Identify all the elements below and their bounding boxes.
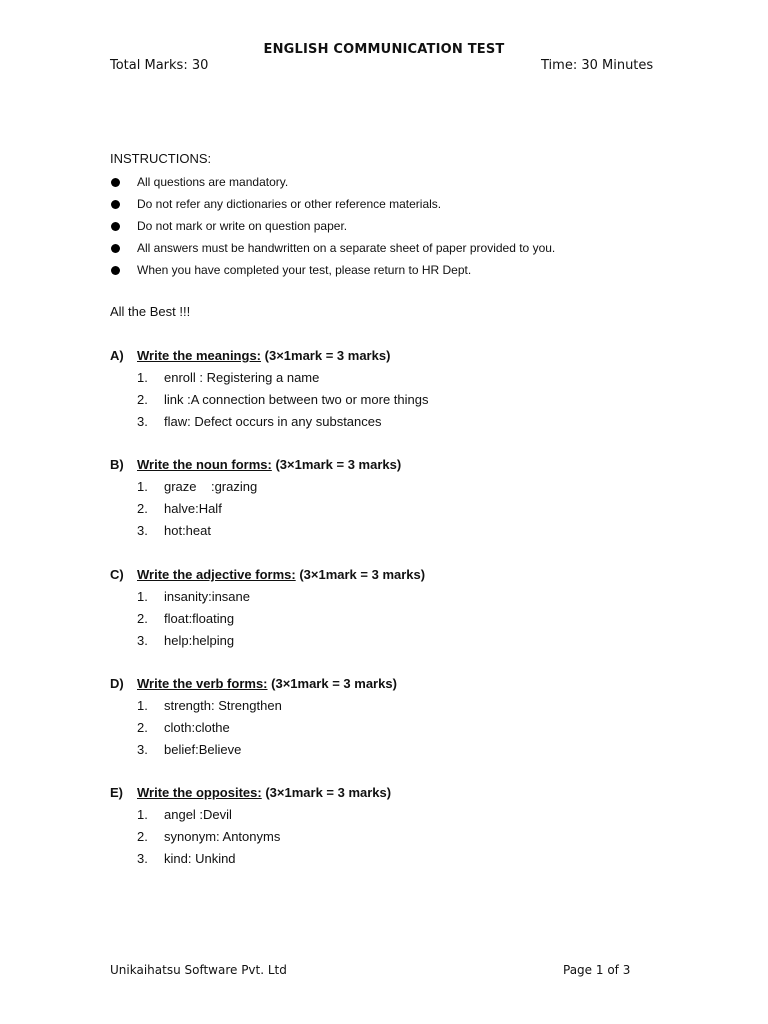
question-item [110, 695, 710, 717]
instruction-item [110, 237, 555, 259]
question-number: 3. [137, 851, 148, 866]
instruction-item [110, 171, 555, 193]
total-marks: Total Marks: 30 [110, 58, 209, 73]
section-letter: D) [110, 676, 124, 691]
time-limit: Time: 30 Minutes [541, 58, 654, 73]
question-list [110, 804, 710, 870]
section-marks: (3×1mark = 3 marks) [264, 348, 391, 363]
instruction-item [110, 193, 555, 215]
question-number: 1. [137, 370, 148, 385]
instruction-item [110, 259, 555, 281]
section-letter: E) [110, 785, 123, 800]
question-number: 2. [137, 611, 148, 626]
question-text: float:floating [164, 611, 235, 626]
section-title: Write the opposites: [137, 785, 262, 800]
section-title: Write the noun forms: [137, 457, 272, 472]
section-marks: (3×1mark = 3 marks) [299, 567, 426, 582]
question-item [110, 717, 710, 739]
section-heading [110, 782, 710, 804]
question-text: insanity:insane [164, 589, 250, 604]
question-number: 1. [137, 589, 148, 604]
question-item [110, 739, 710, 761]
instruction-text: Do not refer any dictionaries or other reference materials. [137, 197, 442, 211]
question-list [110, 476, 710, 542]
question-number: 2. [137, 501, 148, 516]
question-item [110, 389, 710, 411]
question-text: hot:heat [164, 523, 211, 538]
section-title: Write the verb forms: [137, 676, 268, 691]
section-noun-forms [110, 454, 710, 542]
question-number: 3. [137, 523, 148, 538]
section-heading [110, 564, 710, 586]
section-marks: (3×1mark = 3 marks) [275, 457, 402, 472]
question-item [110, 586, 710, 608]
section-verb-forms [110, 673, 710, 761]
question-number: 1. [137, 479, 148, 494]
question-item [110, 498, 710, 520]
question-text: belief:Believe [164, 742, 242, 757]
section-title: Write the adjective forms: [137, 567, 296, 582]
section-letter: B) [110, 457, 124, 472]
instruction-item [110, 215, 555, 237]
question-number: 2. [137, 392, 148, 407]
bullet-icon [111, 244, 120, 253]
instruction-text: When you have completed your test, please return to HR Dept. [137, 263, 472, 277]
question-text: flaw: Defect occurs in any substances [164, 414, 382, 429]
section-title: Write the meanings: [137, 348, 262, 363]
question-text: graze :grazing [164, 479, 258, 494]
section-marks: (3×1mark = 3 marks) [271, 676, 397, 691]
question-item [110, 367, 710, 389]
question-text: angel :Devil [164, 807, 232, 822]
question-item [110, 608, 710, 630]
bullet-icon [111, 222, 120, 231]
question-list [110, 695, 710, 761]
question-item [110, 520, 710, 542]
question-item [110, 826, 710, 848]
instructions-heading: INSTRUCTIONS: [110, 151, 212, 166]
section-heading [110, 673, 710, 695]
bullet-icon [111, 178, 120, 187]
bullet-icon [111, 266, 120, 275]
question-text: halve:Half [164, 501, 222, 516]
footer-page-number: Page 1 of 3 [563, 963, 631, 977]
question-item [110, 411, 710, 433]
closing-message: All the Best !!! [110, 304, 191, 319]
section-heading [110, 345, 710, 367]
question-number: 2. [137, 720, 148, 735]
question-item [110, 630, 710, 652]
section-marks: (3×1mark = 3 marks) [265, 785, 392, 800]
instructions-list [110, 171, 555, 281]
instruction-text: All questions are mandatory. [137, 175, 289, 189]
question-text: kind: Unkind [164, 851, 236, 866]
question-list [110, 367, 710, 433]
question-number: 3. [137, 742, 148, 757]
question-list [110, 586, 710, 652]
document-title: ENGLISH COMMUNICATION TEST [263, 42, 505, 57]
question-number: 1. [137, 698, 148, 713]
section-letter: C) [110, 567, 124, 582]
bullet-icon [111, 200, 120, 209]
question-item [110, 476, 710, 498]
section-adjective-forms [110, 564, 710, 652]
footer-company: Unikaihatsu Software Pvt. Ltd [110, 963, 287, 977]
section-letter: A) [110, 348, 124, 363]
question-item [110, 848, 710, 870]
instruction-text: All answers must be handwritten on a separate sheet of paper provided to you. [137, 241, 556, 255]
section-opposites [110, 782, 710, 870]
question-text: strength: Strengthen [164, 698, 282, 713]
section-meanings [110, 345, 710, 433]
question-text: help:helping [164, 633, 235, 648]
question-number: 3. [137, 633, 148, 648]
section-heading [110, 454, 710, 476]
question-text: link :A connection between two or more things [164, 392, 429, 407]
question-item [110, 804, 710, 826]
question-number: 1. [137, 807, 148, 822]
question-text: enroll : Registering a name [164, 370, 320, 385]
question-number: 3. [137, 414, 148, 429]
instruction-text: Do not mark or write on question paper. [137, 219, 348, 233]
question-text: cloth:clothe [164, 720, 230, 735]
question-number: 2. [137, 829, 148, 844]
question-text: synonym: Antonyms [164, 829, 281, 844]
